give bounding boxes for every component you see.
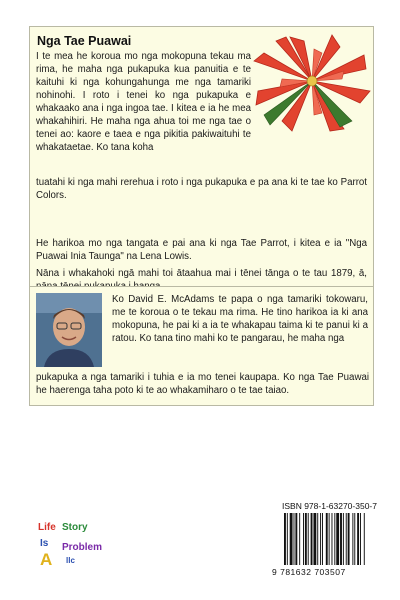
barcode-bar: [346, 513, 347, 565]
author-bio-panel: [29, 286, 374, 406]
description-paragraph-1: I te mea he koroua mo nga mokopuna tekau ma rima, he maha nga pukapuka kua panuitia e te kaituhi ki nga kohungahunga me nga tamariki nohinohi. I roto i tenei ko nga pukapuka e whakaako ana i nga ingoa tae. I kitea e ia he mea whakahihiri. He maha nga ahua toi me nga tae o tenei ao: kaore e taea e nga pikitia pakiwaituhi te whakataetae. Ko tana koha: [36, 51, 251, 153]
barcode-bar: [290, 513, 293, 565]
author-bio-text-continued: pukapuka a nga tamariki i tuhia e ia mo tenei kaupapa. Ko nga Tae Puawai he haerenga taha poto ki te ao whakamiharo o te tae taiao.: [36, 372, 369, 396]
barcode-bar: [360, 513, 361, 565]
barcode-bar: [305, 513, 307, 565]
book-title: Nga Tae Puawai: [37, 34, 132, 48]
logo-word-life: Life: [38, 522, 56, 533]
barcode-bar: [299, 513, 300, 565]
barcode-bar: [352, 513, 353, 565]
isbn-label: ISBN 978-1-63270-350-7: [282, 501, 377, 511]
logo-word-a: A: [40, 550, 53, 569]
barcode-bar: [303, 513, 304, 565]
barcode-bar: [364, 513, 365, 565]
description-paragraph-2: He harikoa mo nga tangata e pai ana ki nga Tae Parrot, i kitea e ia "Nga Puawai Inia Taunga" na Lena Lowis.: [36, 238, 367, 262]
logo-word-is: Is: [40, 538, 49, 549]
description-panel: [29, 26, 374, 297]
barcode-bar: [354, 513, 355, 565]
logo-word-llc: llc: [66, 556, 75, 565]
barcode-bar: [294, 513, 295, 565]
barcode-bar: [336, 513, 339, 565]
description-paragraph-3: Nāna i whakahoki ngā mahi toi ātaahua mai i tēnei tānga o te tau 1879, ā,: [36, 268, 367, 279]
barcode-digits: 9 781632 703507: [272, 567, 346, 577]
barcode-bar: [317, 513, 318, 565]
barcode-bar: [326, 513, 328, 565]
barcode-bar: [320, 513, 321, 565]
poinsettia-illustration: [252, 31, 372, 139]
barcode-bar: [311, 513, 313, 565]
barcode-bar: [313, 513, 316, 565]
barcode-bar: [284, 513, 286, 565]
barcode-bar: [295, 513, 297, 565]
barcode-bar: [357, 513, 359, 565]
logo-word-problem: Problem: [62, 542, 103, 553]
barcode-bar: [348, 513, 350, 565]
publisher-logo: [36, 518, 116, 574]
barcode-bar: [329, 513, 330, 565]
barcode-bar: [332, 513, 333, 565]
barcode-bar: [334, 513, 335, 565]
barcode-bar: [343, 513, 344, 565]
author-bio-text: Ko David E. McAdams te papa o nga tamariki tokowaru, me te koroua o te tekau ma rima. He tino harikoa ia ki ana mokopuna, he pai ki a ia te whakapau taima ki te panui ki a ratou. Ko tana tino mahi ko te pangarau, he maha nga: [112, 294, 368, 344]
barcode-bar: [322, 513, 323, 565]
barcode-bar: [287, 513, 288, 565]
barcode-bar: [308, 513, 309, 565]
logo-word-story: Story: [62, 522, 88, 533]
barcode-bar: [340, 513, 342, 565]
description-paragraph-1-continued: tuatahi ki nga mahi rerehua i roto i nga pukapuka e pa ana ki te tae ko Parrot Colors.: [36, 177, 367, 201]
barcode: [282, 513, 392, 565]
author-photo: [36, 293, 102, 367]
